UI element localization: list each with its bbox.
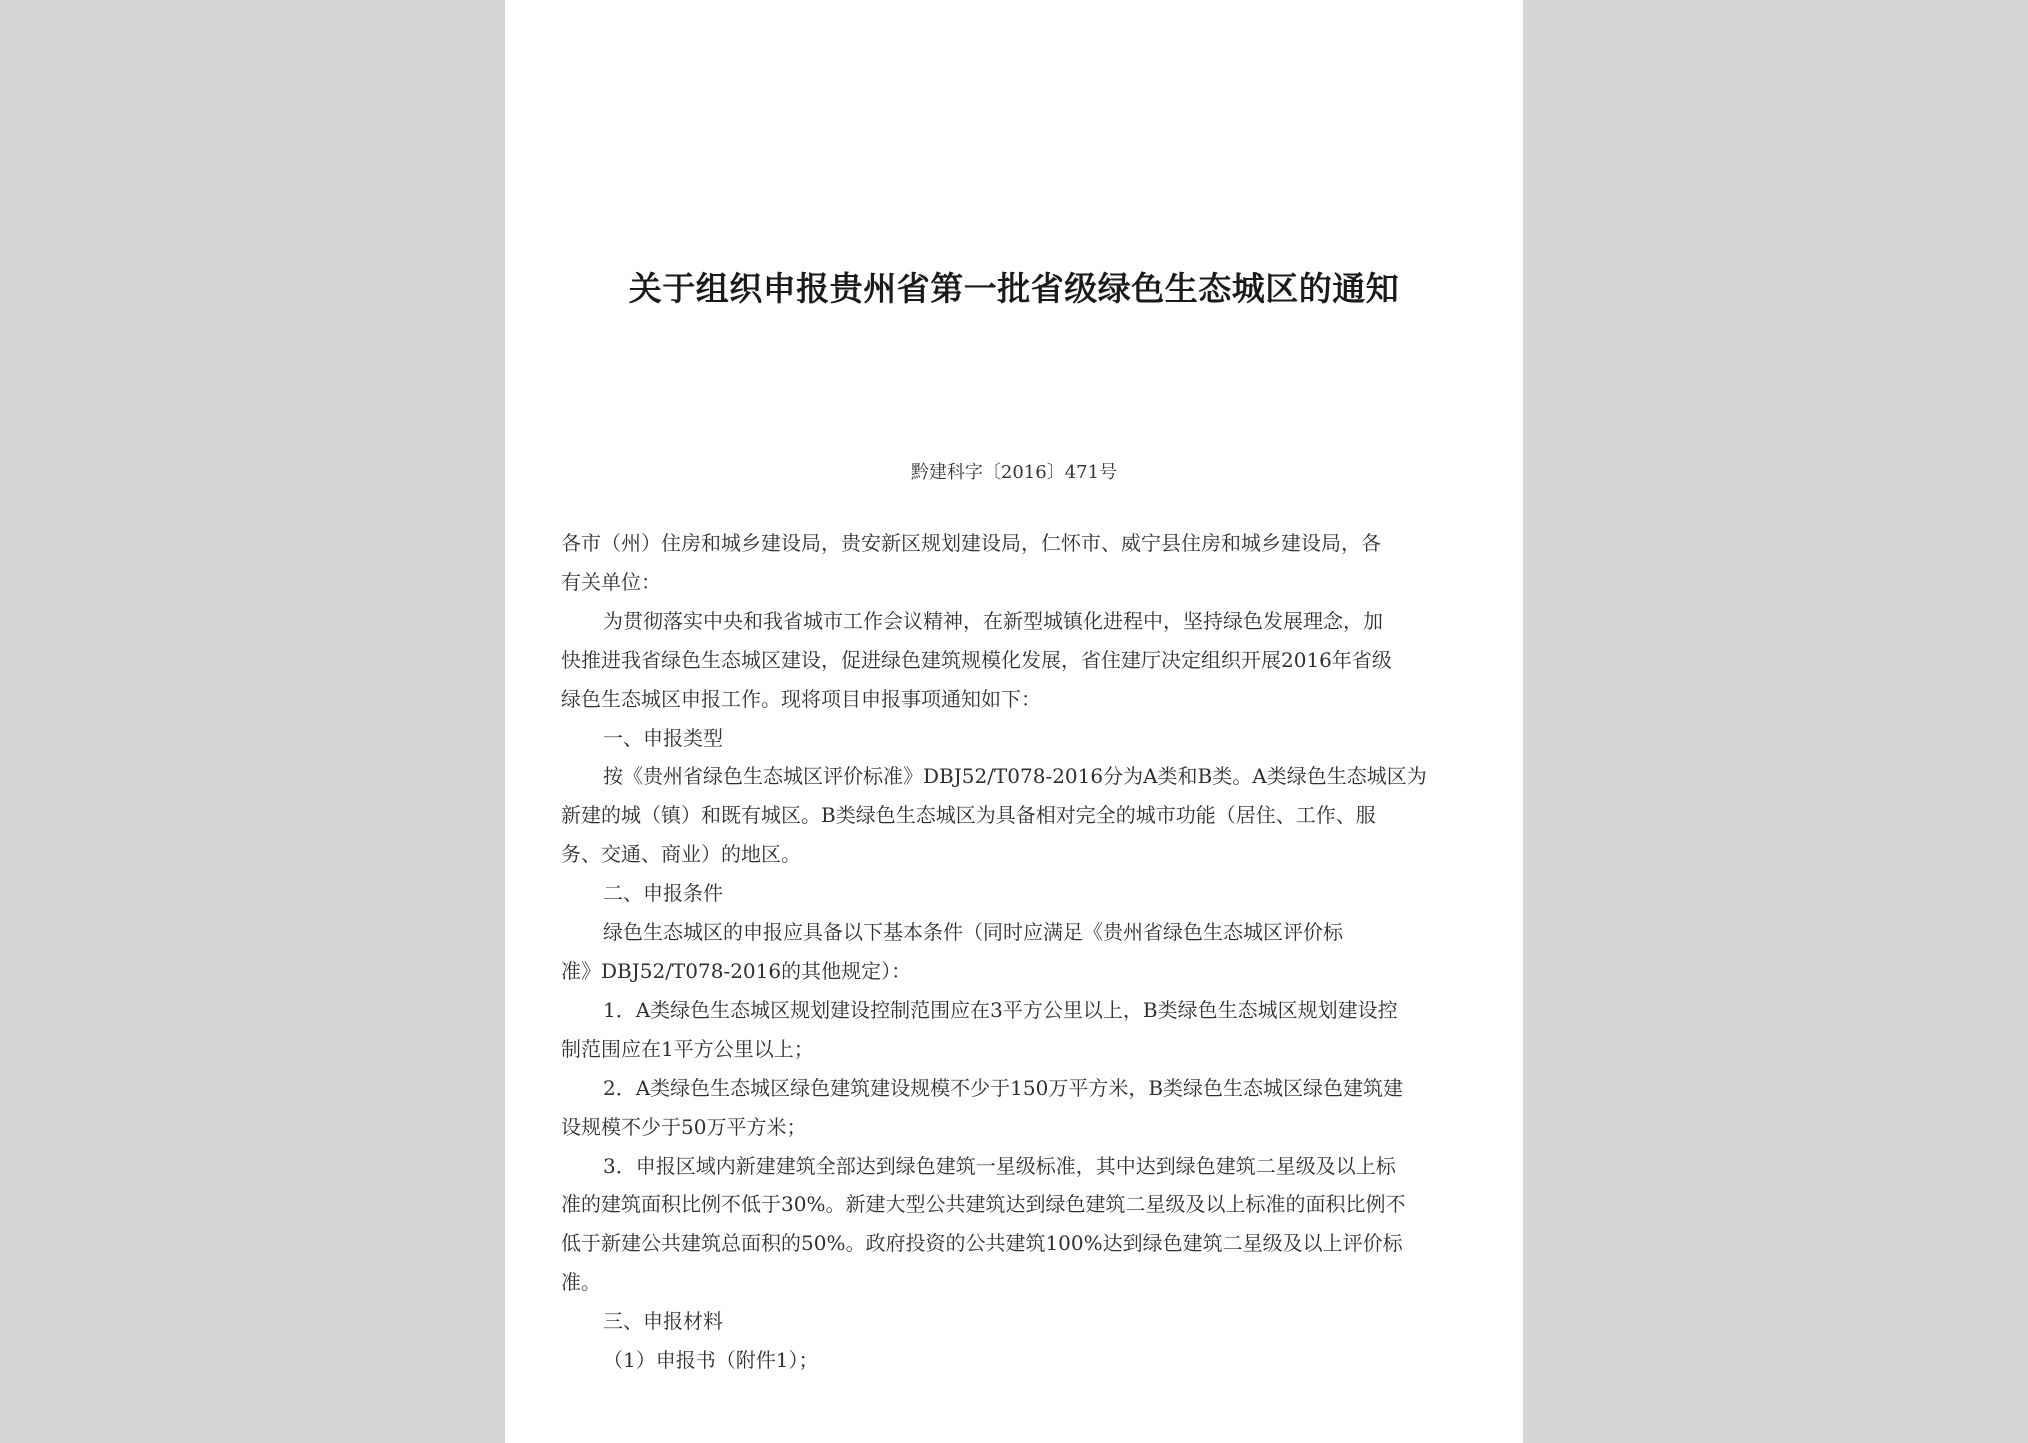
body-line: 新建的城（镇）和既有城区。B类绿色生态城区为具备相对完全的城市功能（居住、工作、服 (561, 803, 1376, 828)
document-page (505, 0, 1523, 1443)
body-line: 务、交通、商业）的地区。 (561, 842, 801, 867)
body-line: 有关单位： (561, 569, 661, 594)
body-line: 各市（州）住房和城乡建设局，贵安新区规划建设局，仁怀市、威宁县住房和城乡建设局，各 (561, 531, 1381, 555)
body-line: 低于新建公共建筑总面积的50%。政府投资的公共建筑100%达到绿色建筑二星级及以上评价标 (561, 1231, 1403, 1256)
body-line: （1）申报书（附件1）； (603, 1348, 819, 1373)
document-body (561, 524, 1471, 1380)
body-line: 2．A类绿色生态城区绿色建筑建设规模不少于150万平方米，B类绿色生态城区绿色建筑建 (603, 1075, 1404, 1100)
document-number: 黔建科字〔2016〕471号 (910, 462, 1118, 483)
body-line: 设规模不少于50万平方米； (561, 1114, 807, 1139)
body-line: 3．申报区域内新建建筑全部达到绿色建筑一星级标准，其中达到绿色建筑二星级及以上标 (603, 1153, 1396, 1178)
section-heading: 一、申报类型 (603, 725, 723, 750)
section-heading: 二、申报条件 (603, 881, 723, 906)
document-title: 关于组织申报贵州省第一批省级绿色生态城区的通知 (628, 269, 1400, 308)
body-line: 绿色生态城区的申报应具备以下基本条件（同时应满足《贵州省绿色生态城区评价标 (603, 920, 1343, 945)
body-line: 制范围应在1平方公里以上； (561, 1036, 814, 1061)
body-line: 准的建筑面积比例不低于30%。新建大型公共建筑达到绿色建筑二星级及以上标准的面积比例不 (561, 1192, 1406, 1217)
body-line: 快推进我省绿色生态城区建设，促进绿色建筑规模化发展，省住建厅决定组织开展2016年省级 (561, 647, 1392, 672)
body-line: 为贯彻落实中央和我省城市工作会议精神，在新型城镇化进程中，坚持绿色发展理念，加 (603, 608, 1383, 633)
body-line: 准。 (561, 1270, 601, 1295)
body-line: 准》DBJ52/T078-2016的其他规定）： (561, 958, 912, 983)
body-line: 1．A类绿色生态城区规划建设控制范围应在3平方公里以上，B类绿色生态城区规划建设控 (603, 997, 1398, 1022)
body-line: 绿色生态城区申报工作。现将项目申报事项通知如下： (561, 686, 1041, 711)
section-heading: 三、申报材料 (603, 1309, 723, 1334)
body-line: 按《贵州省绿色生态城区评价标准》DBJ52/T078-2016分为A类和B类。A类绿色生态城区为 (603, 764, 1427, 789)
